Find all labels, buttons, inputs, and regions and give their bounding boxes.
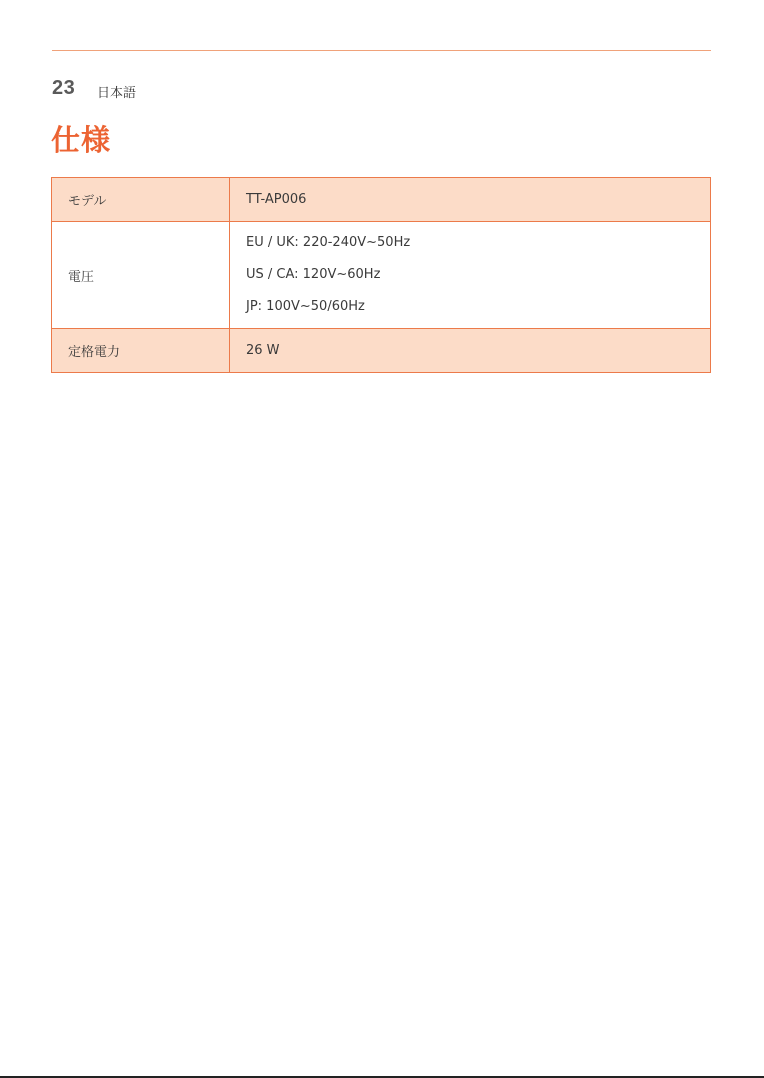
header-rule [52,50,711,51]
table-row-rated-power [52,329,711,373]
model-label: モデル [52,178,230,222]
rated-power-value: 26 W [230,329,711,373]
voltage-label: 電圧 [52,222,230,329]
model-value: TT-AP006 [230,178,711,222]
language-label: 日本語 [97,86,137,101]
voltage-value-us-ca: US / CA: 120V~60Hz [246,267,381,282]
rated-power-label: 定格電力 [52,329,230,373]
table-row-model [52,178,711,222]
table-row-voltage [52,222,711,329]
spec-table [51,177,711,373]
voltage-value-jp: JP: 100V~50/60Hz [246,299,365,314]
voltage-value-eu-uk: EU / UK: 220-240V~50Hz [246,235,411,250]
page-title: 仕様 [51,123,112,157]
voltage-values [230,222,711,329]
page-number: 23 [52,77,76,99]
